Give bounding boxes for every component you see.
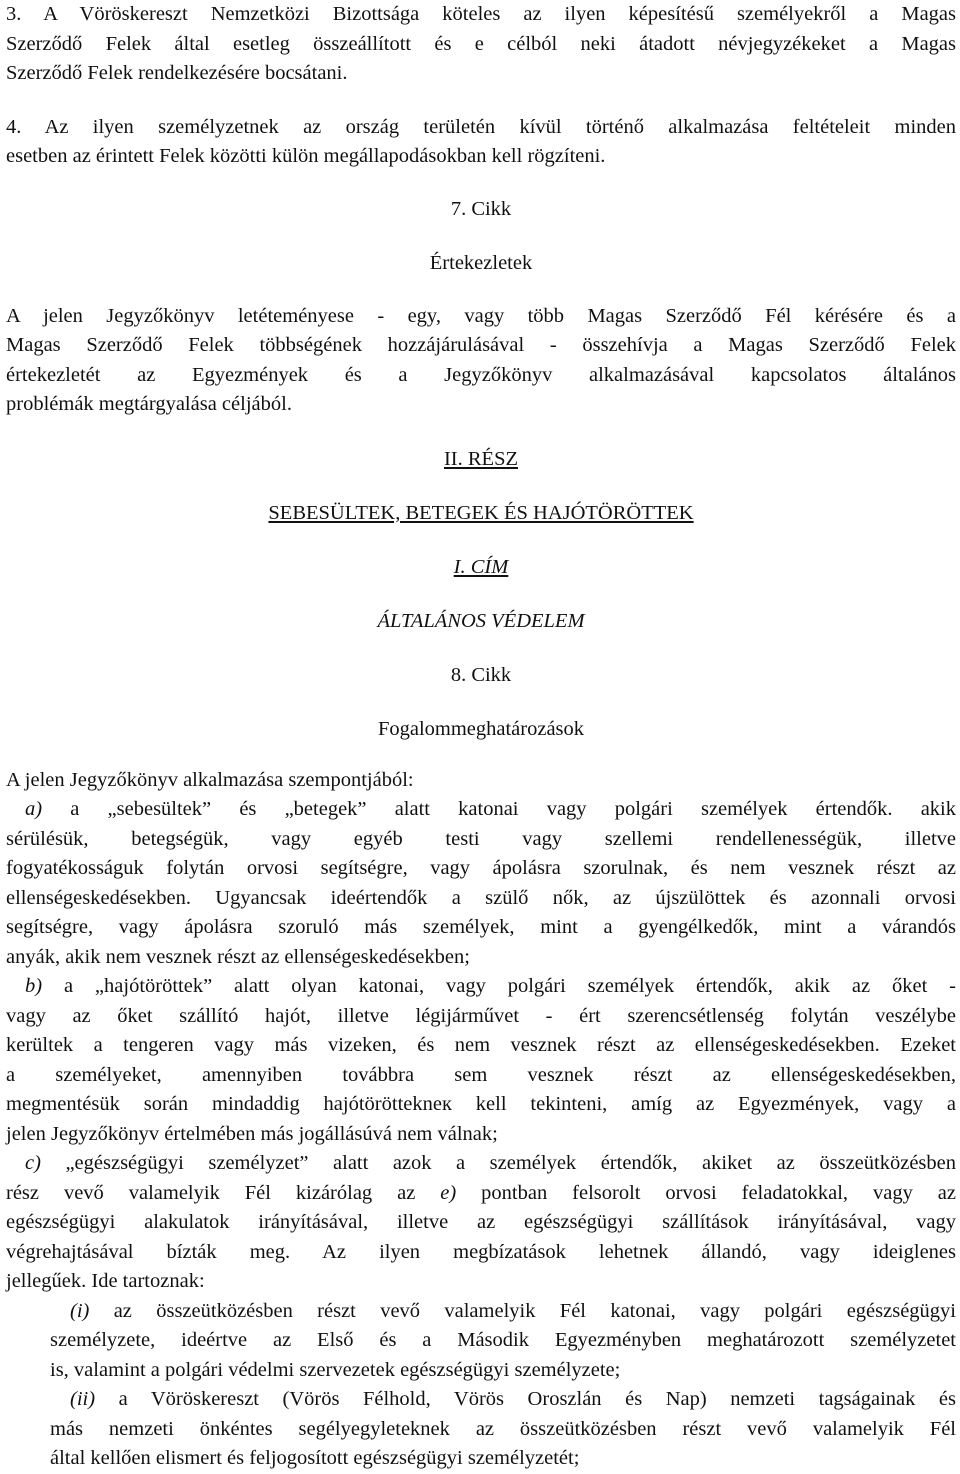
item-c-i-line-2: személyzete, ideértve az Első és a Második Egyezményben meghatározott személyzetet [50, 1329, 956, 1351]
article-7-title: Értekezletek [429, 251, 533, 274]
item-b-line-5: megmentésük során mindaddig hajótöröttekneк kell tekinteni, amíg az Egyezmények, vagy a [6, 1093, 956, 1115]
item-b-line-3: kerültek a tengeren vagy más vizeken, és nem vesznek részt az ellenségeskedésekben. Ezeket [6, 1034, 956, 1056]
item-b-first: a „hajótöröttek” alatt olyan katonai, vagy polgári személyek értendők, akik az őket - [42, 975, 956, 997]
paragraph-3-line-2: Szerződő Felek által esetleg összeállított és e célból neki átadott névjegyzékeket a Magas [6, 32, 956, 55]
item-c-ii-line-2: más nemzeti önkéntes segélyegyleteknek az összeütközésben részt vevő valamelyik Fél [50, 1417, 956, 1440]
article-8-title: Fogalommeghatározások [377, 717, 585, 740]
item-b-line-1 [6, 972, 956, 1002]
paragraph-3-line-1: 3. A Vöröskereszt Nemzetközi Bizottsága köteles az ilyen képesítésű személyekről a Magas [6, 3, 956, 25]
item-b-line-4: a személyeket, amennyiben továbbra sem vesznek részt az ellenségeskedésekben, [6, 1063, 956, 1086]
part-number [6, 444, 956, 474]
item-a-label: a) [25, 798, 43, 820]
item-c-line-5: jellegűek. Ide tartoznak: [6, 1270, 205, 1292]
item-c-first: „egészségügyi személyzet” alatt azok a személyek értendők, akiket az összeütközésben [40, 1152, 956, 1174]
article-7-line-1: A jelen Jegyzőkönyv letéteményese - egy, vagy több Magas Szerződő Fél kérésére és a [6, 304, 956, 327]
article-7-line-2: Magas Szerződő Felek többségének hozzájárulásával - összehívja a Magas Szerződő Felek [6, 334, 956, 356]
paragraph-3-line-3: Szerződő Felek rendelkezésére bocsátani. [6, 62, 348, 84]
title-name: ÁLTALÁNOS VÉDELEM [377, 609, 585, 632]
part-title [6, 498, 956, 528]
item-a-line-1 [6, 795, 956, 825]
item-c-line-4: végrehajtásával bízták meg. Az ilyen megbízatások lehetnek állandó, vagy ideiglenes [6, 1240, 956, 1263]
item-a-line-5: segítségre, vagy ápolásra szoruló más személyek, mint a gyengélkedők, mint a várandós [6, 916, 956, 938]
part-title-text: SEBESÜLTEK, BETEGEK ÉS HAJÓTÖRÖTTEK [268, 501, 694, 524]
item-b-line-2: vagy az őket szállító hajót, illetve légijárművet - ért szerencsétlenség folytán veszélybe [6, 1004, 956, 1027]
item-a-line-3: fogyatékosságuk folytán orvosi segítségre, vagy ápolásra szorulnak, és nem vesznek részt az [6, 857, 956, 879]
article-7-line-3: értekezletét az Egyezmények és a Jegyzőkönyv alkalmazásával kapcsolatos általános [6, 363, 956, 386]
item-a-line-6: anyák, akik nem vesznek részt az ellenségeskedésekben; [6, 945, 470, 968]
item-c-i-line-3: is, valamint a polgári védelmi szervezetek egészségügyi személyzete; [50, 1358, 621, 1381]
paragraph-4-line-1: 4. Az ilyen személyzetnek az ország területén kívül történő alkalmazása feltételeit minden [6, 115, 956, 138]
item-a-line-2: sérülésük, betegségük, vagy egyéb testi vagy szellemi rendellenességük, illetve [6, 827, 956, 850]
item-c-ii-line-1 [6, 1385, 956, 1415]
item-c-i-first: az összeütközésben részt vevő valamelyik Fél katonai, vagy polgári egészségügyi [89, 1299, 956, 1322]
item-c-line-2-b: pontban felsorolt orvosi feladatokkal, vagy az [456, 1181, 956, 1204]
item-c-i-line-1 [6, 1297, 956, 1327]
item-c-line-3: egészségügyi alakulatok irányításával, illetve az egészségügyi szállítások irányításával, vagy [6, 1211, 956, 1233]
item-c-line-1 [6, 1149, 956, 1179]
article-8-intro: A jelen Jegyzőkönyv alkalmazása szempontjából: [6, 768, 414, 791]
item-c-ii-label: (ii) [70, 1388, 96, 1410]
title-number-text: I. CÍM [453, 555, 509, 578]
article-7-number: 7. Cikk [450, 197, 512, 220]
item-a-line-4: ellenségeskedésekben. Ugyancsak ideértendők a szülő nők, az újszülöttek és azonnali orvosi [6, 886, 956, 909]
title-number [6, 552, 956, 582]
item-c-ii-line-3: által kellően elismert és feljogosított egészségügyi személyzetét; [50, 1447, 580, 1469]
article-7-line-4: problémák megtárgyalása céljából. [6, 393, 292, 415]
part-number-text: II. RÉSZ [443, 447, 519, 470]
item-e-reference: e) [440, 1181, 457, 1204]
item-a-first: a „sebesültek” és „betegek” alatt katonai vagy polgári személyek értendők. akik [42, 798, 956, 820]
paragraph-4-line-2: esetben az érintett Felek közötti külön megállapodásokban kell rögzíteni. [6, 145, 606, 167]
item-b-line-6: jelen Jegyzőkönyv értelmében más jogállásúvá nem válnak; [6, 1122, 498, 1145]
article-8-number: 8. Cikk [450, 663, 512, 686]
item-c-ii-first: a Vöröskereszt (Vörös Félhold, Vörös Oroszlán és Nap) nemzeti tagságainak és [95, 1388, 956, 1410]
document-page [6, 0, 956, 1474]
item-b-label: b) [25, 975, 43, 997]
item-c-line-2-a: rész vevő valamelyik Fél kizárólag az [6, 1181, 441, 1204]
item-c-i-label: (i) [70, 1299, 90, 1322]
item-c-label: c) [25, 1152, 41, 1174]
item-c-line-2 [6, 1179, 956, 1209]
